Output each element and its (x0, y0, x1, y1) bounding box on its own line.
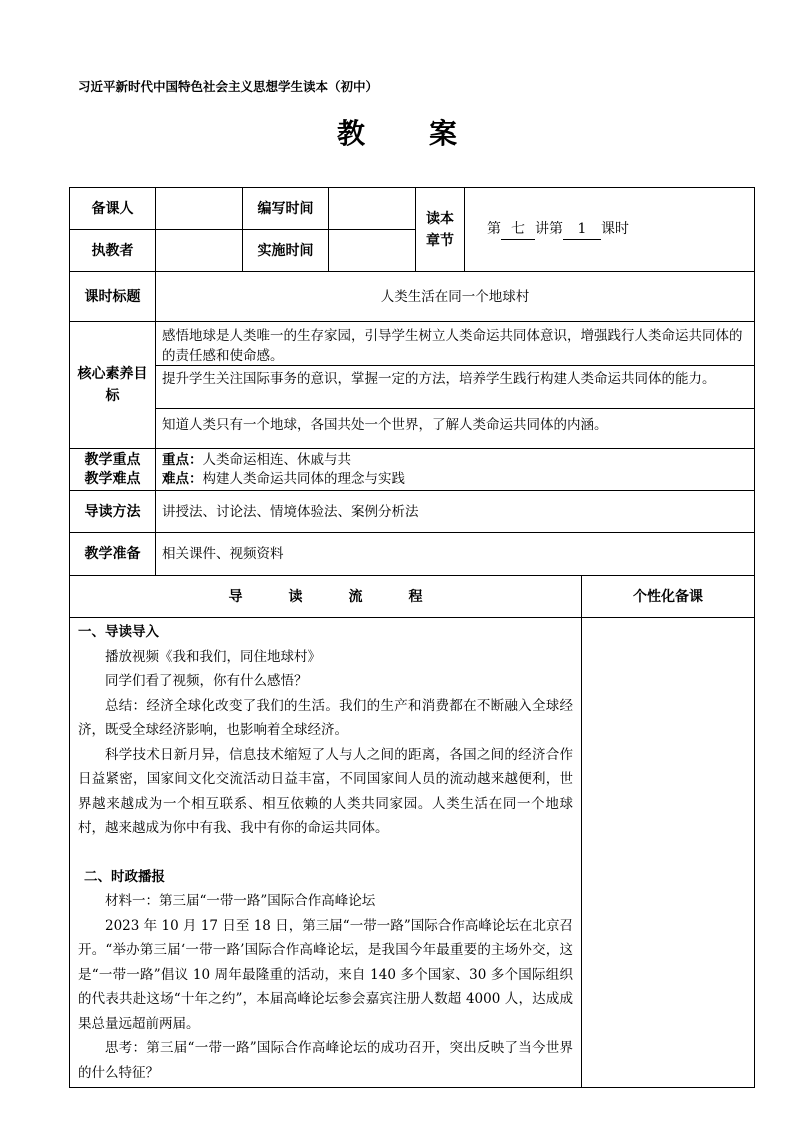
period-suffix: 课时 (601, 221, 629, 237)
core-goal-item: 知道人类只有一个地球，各国共处一个世界，了解人类命运共同体的内涵。 (156, 408, 754, 447)
paragraph: 思考：第三届“一带一路”国际合作高峰论坛的成功召开，突出反映了当今世界的什么特征？ (78, 1040, 573, 1081)
lesson-plan-table (69, 187, 755, 1088)
paragraph: 同学们看了视频，你有什么感悟？ (105, 673, 308, 689)
teacher-value[interactable] (156, 230, 243, 272)
prep-value: 相关课件、视频资料 (156, 533, 755, 576)
key-label: 教学重点 (84, 451, 141, 468)
chapter-label: 读本章节 (416, 188, 465, 272)
method-value: 讲授法、讨论法、情境体验法、案例分析法 (156, 491, 755, 533)
paragraph: 材料一：第三届“一带一路”国际合作高峰论坛 (105, 893, 376, 909)
preparer-value[interactable] (156, 188, 243, 230)
personalized-notes-cell[interactable] (582, 618, 755, 1088)
difficult-prefix: 难点： (162, 470, 203, 487)
paragraph: 总结：经济全球化改变了我们的生活。我们的生产和消费都在不断融入全球经济，既受全球经济影响，也影响着全球经济。 (78, 697, 573, 738)
prep-label: 教学准备 (70, 533, 156, 576)
teacher-label: 执教者 (70, 230, 156, 272)
section-title-intro: 一、导读导入 (78, 624, 159, 640)
paragraph: 播放视频《我和我们，同住地球村》 (105, 648, 321, 665)
document-title: 教案 (336, 117, 521, 150)
spacer (78, 841, 573, 865)
key-text: 人类命运相连、休戚与共 (202, 451, 351, 468)
paragraph: 科学技术日新月异，信息技术缩短了人与人之间的距离，各国之间的经济合作日益紧密，国家间文化交流活动日益丰富，不同国家间人员的流动越来越便利，世界越来越成为一个相互联系、相互依赖的人类共同家园。人类生活在同一个地球村，越来越成为你中有我、我中有你的命运共同体。 (78, 746, 573, 836)
topic-value: 人类生活在同一个地球村 (156, 272, 755, 322)
period-number[interactable]: 1 (563, 219, 601, 240)
write-time-value[interactable] (329, 188, 416, 230)
core-goals-label: 核心素养目标 (70, 322, 156, 449)
difficult-label: 教学难点 (84, 470, 141, 487)
key-difficult-cell (156, 449, 755, 491)
key-prefix: 重点： (162, 451, 203, 468)
write-time-label: 编写时间 (243, 188, 329, 230)
personalized-header: 个性化备课 (582, 576, 755, 618)
key-difficult-label (70, 449, 156, 491)
core-goal-item: 感悟地球是人类唯一的生存家园，引导学生树立人类命运共同体意识，增强践行人类命运共同体的的责任感和使命感。 (162, 328, 743, 364)
lesson-prefix: 第 (487, 221, 501, 237)
topic-label: 课时标题 (70, 272, 156, 322)
document-subtitle: 习近平新时代中国特色社会主义思想学生读本（初中） (78, 79, 379, 94)
impl-time-label: 实施时间 (243, 230, 329, 272)
method-label: 导读方法 (70, 491, 156, 533)
process-content (70, 618, 582, 1088)
core-goal-item: 提升学生关注国际事务的意识，掌握一定的方法，培养学生践行构建人类命运共同体的能力。 (156, 365, 754, 408)
lecture-number[interactable]: 七 (501, 219, 535, 240)
section-title-news: 二、时政播报 (84, 868, 165, 885)
lesson-chapter-cell (465, 188, 755, 272)
preparer-label: 备课人 (70, 188, 156, 230)
difficult-text: 构建人类命运共同体的理念与实践 (202, 470, 405, 487)
lecture-suffix: 讲第 (535, 221, 563, 237)
paragraph: 2023 年 10 月 17 日至 18 日，第三届“一带一路”国际合作高峰论坛在北京召开。“举办第三届‘一带一路’国际合作高峰论坛，是我国今年最重要的主场外交，这是“一带一路”倡议 10 周年最隆重的活动，来自 140 多个国家、30 多个国际组织的代表共赴这场“十年之约”，本届高峰论坛参会嘉宾注册人数超 4000 人，达成成果总量远超前两届。 (78, 917, 573, 1032)
process-header: 导读流程 (70, 576, 582, 618)
core-goals-cell (156, 322, 755, 449)
impl-time-value[interactable] (329, 230, 416, 272)
